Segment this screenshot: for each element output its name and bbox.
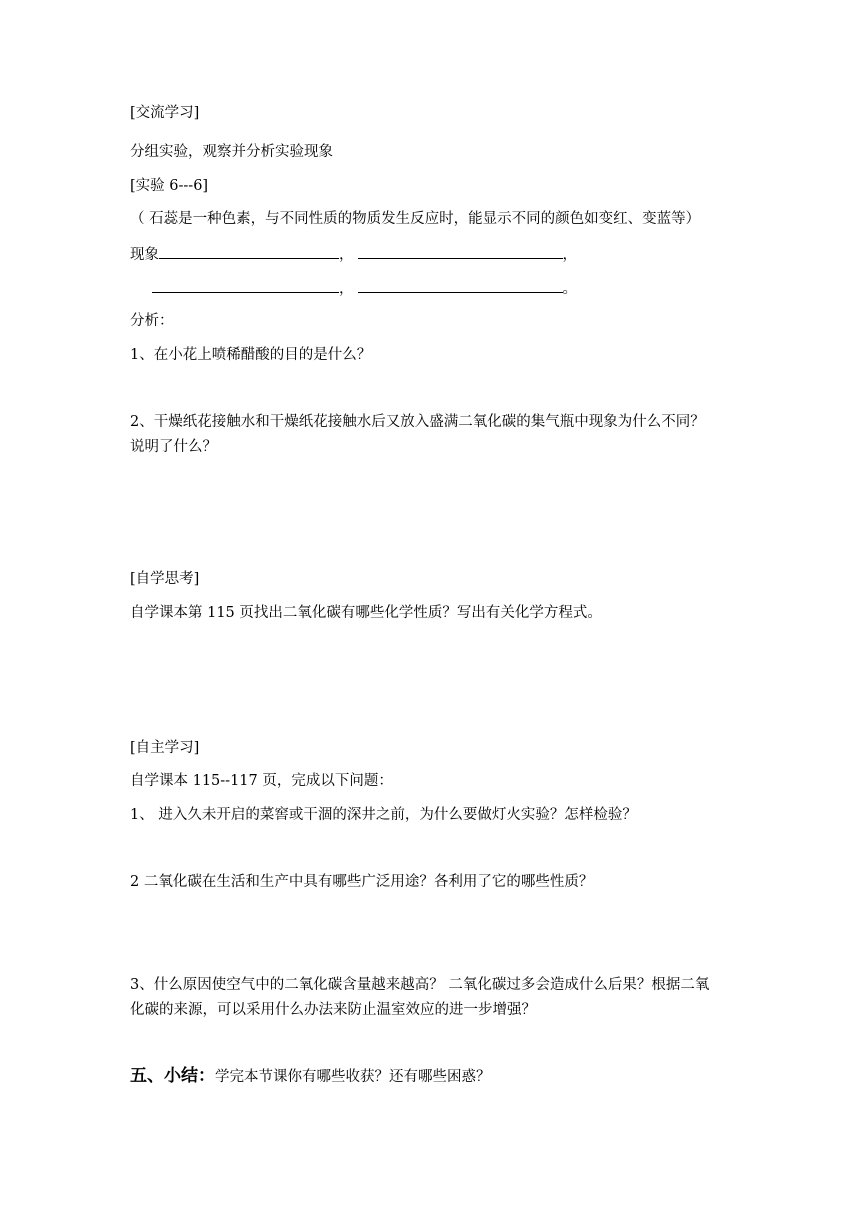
phenomenon-line-1	[130, 243, 577, 265]
experiment-label: [实验 6---6]	[130, 178, 209, 194]
comma: ，	[339, 281, 354, 297]
phenomenon-blank-1[interactable]	[159, 243, 339, 259]
self-think-heading: [自学思考]	[130, 571, 200, 587]
comma: ，	[562, 247, 577, 263]
phenomenon-label: 现象	[130, 247, 159, 263]
summary-text: 学完本节课你有哪些收获？还有哪些困惑？	[215, 1069, 491, 1085]
summary-line	[130, 1066, 491, 1087]
self-study-question-3-line-1: 3、什么原因使空气中的二氧化碳含量越来越高？ 二氧化碳过多会造成什么后果？根据二氧	[130, 977, 710, 993]
comma: ，	[339, 247, 354, 263]
question-2-line-2: 说明了什么？	[130, 439, 217, 455]
litmus-note: （ 石蕊是一种色素，与不同性质的物质发生反应时，能显示不同的颜色如变红、变蓝等）	[130, 211, 701, 227]
question-2-line-1: 2、干燥纸花接触水和干燥纸花接触水后又放入盛满二氧化碳的集气瓶中现象为什么不同？	[130, 414, 705, 430]
phenomenon-blank-3[interactable]	[152, 277, 339, 293]
self-study-question-1: 1、 进入久未开启的菜窖或干涸的深井之前，为什么要做灯火实验？怎样检验？	[130, 807, 637, 823]
self-study-question-2: 2 二氧化碳在生活和生产中具有哪些广泛用途？各利用了它的哪些性质？	[130, 874, 594, 890]
period: 。	[562, 281, 577, 297]
exchange-intro: 分组实验，观察并分析实验现象	[130, 144, 333, 160]
phenomenon-blank-2[interactable]	[358, 243, 563, 259]
self-study-heading: [自主学习]	[130, 740, 200, 756]
self-think-text: 自学课本第 115 页找出二氧化碳有哪些化学性质？写出有关化学方程式。	[130, 605, 602, 621]
self-study-question-3-line-2: 化碳的来源，可以采用什么办法来防止温室效应的进一步增强？	[130, 1002, 536, 1018]
phenomenon-blank-4[interactable]	[358, 277, 563, 293]
phenomenon-line-2	[152, 277, 577, 299]
exchange-heading: [交流学习]	[130, 105, 200, 121]
analysis-label: 分析：	[130, 313, 174, 329]
summary-title: 五、小结：	[130, 1066, 215, 1086]
question-1: 1、在小花上喷稀醋酸的目的是什么？	[130, 347, 372, 363]
self-study-intro: 自学课本 115--117 页，完成以下问题：	[130, 773, 393, 789]
